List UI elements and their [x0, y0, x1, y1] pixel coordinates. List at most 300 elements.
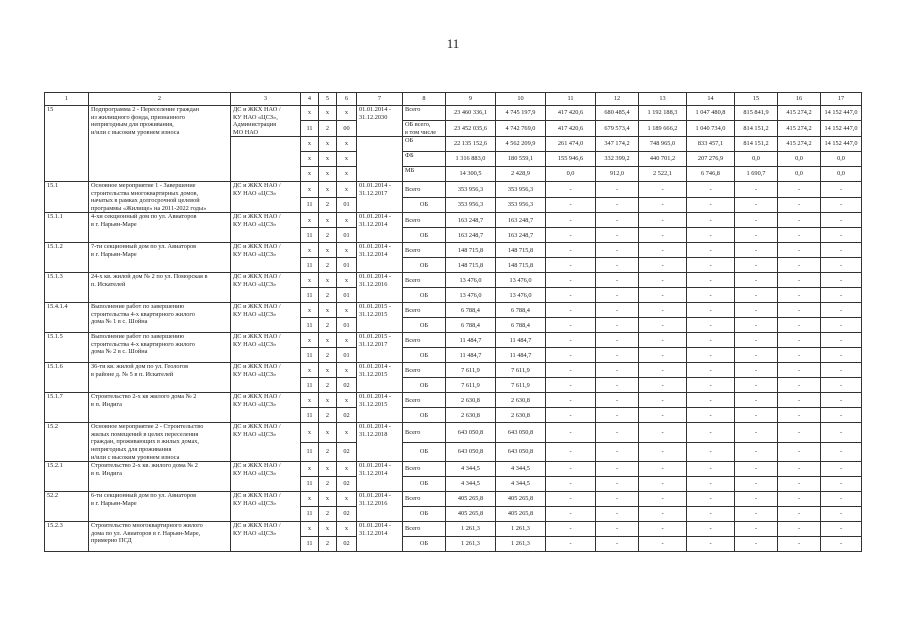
amount-cell: -: [596, 462, 639, 477]
amount-cell: -: [639, 363, 687, 378]
amount-cell: -: [596, 522, 639, 537]
amount-cell: -: [735, 273, 778, 288]
amount-cell: 7 611,9: [446, 363, 496, 378]
funding-source: ОБ: [403, 288, 446, 303]
amount-cell: 1 047 480,8: [687, 106, 735, 121]
amount-cell: -: [821, 348, 862, 363]
code-cell: 2: [319, 197, 337, 213]
amount-cell: -: [596, 303, 639, 318]
amount-cell: -: [639, 462, 687, 477]
amount-cell: 148 715,8: [496, 258, 546, 273]
funding-source: ОБ: [403, 507, 446, 522]
amount-cell: 643 050,8: [496, 423, 546, 442]
amount-cell: 163 248,7: [446, 213, 496, 228]
header-cell: 7: [357, 93, 403, 106]
header-cell: 2: [89, 93, 231, 106]
amount-cell: -: [546, 462, 596, 477]
amount-cell: -: [821, 423, 862, 442]
code-cell: 2: [319, 288, 337, 303]
amount-cell: -: [546, 522, 596, 537]
amount-cell: -: [687, 477, 735, 492]
code-cell: х: [337, 213, 357, 228]
amount-cell: 11 484,7: [496, 333, 546, 348]
code-cell: х: [301, 333, 319, 348]
item-name: 7-ти секционный дом по ул. Авиаторов в г. Нарьян-Маре: [89, 243, 231, 273]
funding-source: ОБ: [403, 258, 446, 273]
item-name: 24-х кв. жилой дом № 2 по ул. Поморская в п. Искателей: [89, 273, 231, 303]
amount-cell: 0,0: [821, 152, 862, 167]
amount-cell: 1 261,3: [446, 537, 496, 552]
amount-cell: -: [596, 442, 639, 461]
amount-cell: -: [639, 393, 687, 408]
amount-cell: -: [639, 228, 687, 243]
code-cell: 02: [337, 378, 357, 393]
item-id: 15.1: [45, 182, 89, 213]
amount-cell: -: [821, 442, 862, 461]
amount-cell: -: [596, 258, 639, 273]
amount-cell: -: [821, 258, 862, 273]
code-cell: х: [301, 492, 319, 507]
amount-cell: -: [687, 393, 735, 408]
amount-cell: -: [778, 258, 821, 273]
amount-cell: 353 956,3: [496, 182, 546, 198]
amount-cell: -: [821, 273, 862, 288]
amount-cell: -: [596, 197, 639, 213]
header-cell: 9: [446, 93, 496, 106]
code-cell: 11: [301, 442, 319, 461]
amount-cell: 4 344,5: [446, 477, 496, 492]
item-period: 01.01.2014 - 31.12.2016: [357, 273, 403, 303]
code-cell: 2: [319, 258, 337, 273]
amount-cell: -: [735, 348, 778, 363]
amount-cell: 11 484,7: [496, 348, 546, 363]
code-cell: х: [319, 522, 337, 537]
amount-cell: 405 265,8: [496, 507, 546, 522]
amount-cell: -: [639, 348, 687, 363]
amount-cell: 2 522,1: [639, 167, 687, 182]
item-period: 01.01.2014 - 31.12.2014: [357, 462, 403, 492]
code-cell: х: [301, 167, 319, 182]
code-cell: х: [337, 152, 357, 167]
header-cell: 3: [231, 93, 301, 106]
amount-cell: -: [546, 363, 596, 378]
code-cell: 02: [337, 408, 357, 423]
amount-cell: -: [687, 507, 735, 522]
amount-cell: -: [778, 462, 821, 477]
code-cell: х: [301, 213, 319, 228]
amount-cell: -: [639, 318, 687, 333]
header-cell: 4: [301, 93, 319, 106]
amount-cell: -: [639, 288, 687, 303]
code-cell: 11: [301, 408, 319, 423]
header-cell: 16: [778, 93, 821, 106]
item-executor: ДС и ЖКХ НАО / КУ НАО «ЦСЗ»: [231, 363, 301, 393]
item-executor: ДС и ЖКХ НАО / КУ НАО «ЦСЗ»: [231, 243, 301, 273]
amount-cell: 14 300,5: [446, 167, 496, 182]
code-cell: х: [319, 213, 337, 228]
amount-cell: -: [821, 363, 862, 378]
funding-source: ОБ: [403, 408, 446, 423]
amount-cell: 13 476,0: [496, 273, 546, 288]
amount-cell: 833 457,1: [687, 137, 735, 152]
item-id: 15.1.2: [45, 243, 89, 273]
code-cell: 11: [301, 258, 319, 273]
amount-cell: -: [821, 213, 862, 228]
amount-cell: -: [735, 477, 778, 492]
amount-cell: -: [687, 318, 735, 333]
table-row: [45, 273, 862, 288]
amount-cell: -: [546, 258, 596, 273]
amount-cell: 405 265,8: [446, 492, 496, 507]
amount-cell: -: [778, 507, 821, 522]
amount-cell: 11 484,7: [446, 333, 496, 348]
amount-cell: -: [735, 378, 778, 393]
amount-cell: -: [596, 228, 639, 243]
amount-cell: 0,0: [821, 167, 862, 182]
code-cell: х: [301, 182, 319, 198]
amount-cell: -: [778, 537, 821, 552]
item-period: 01.01.2015 - 31.12.2017: [357, 333, 403, 363]
amount-cell: -: [778, 522, 821, 537]
item-name: Основное мероприятие 1 - Завершение строительства многоквартирных домов, начатых в рамках долгосрочной целевой программы «Жилище» на 2011-2022 годы»: [89, 182, 231, 213]
funding-source: Всего: [403, 182, 446, 198]
amount-cell: -: [546, 243, 596, 258]
item-name: Выполнение работ по завершению строительства 4-х квартирного жилого дома № 2 в с. Шойна: [89, 333, 231, 363]
item-period: 01.01.2015 - 31.12.2015: [357, 303, 403, 333]
code-cell: х: [337, 522, 357, 537]
amount-cell: -: [687, 423, 735, 442]
amount-cell: 163 248,7: [496, 228, 546, 243]
amount-cell: -: [735, 462, 778, 477]
code-cell: х: [319, 182, 337, 198]
item-period: 01.01.2014 - 31.12.2015: [357, 363, 403, 393]
code-cell: 2: [319, 318, 337, 333]
table-row: [45, 182, 862, 198]
amount-cell: 1 316 883,0: [446, 152, 496, 167]
amount-cell: -: [821, 303, 862, 318]
header-cell: 1: [45, 93, 89, 106]
amount-cell: -: [778, 477, 821, 492]
header-cell: 15: [735, 93, 778, 106]
amount-cell: -: [546, 213, 596, 228]
code-cell: 02: [337, 507, 357, 522]
item-id: 15.2.1: [45, 462, 89, 492]
amount-cell: 261 474,0: [546, 137, 596, 152]
item-executor: ДС и ЖКХ НАО / КУ НАО «ЦСЗ»: [231, 423, 301, 462]
amount-cell: 7 611,9: [496, 378, 546, 393]
amount-cell: 7 611,9: [496, 363, 546, 378]
header-cell: 10: [496, 93, 546, 106]
amount-cell: -: [639, 182, 687, 198]
table-row: [45, 522, 862, 537]
funding-source: ОБ: [403, 442, 446, 461]
code-cell: 2: [319, 121, 337, 137]
amount-cell: 417 420,6: [546, 121, 596, 137]
amount-cell: 1 690,7: [735, 167, 778, 182]
amount-cell: 0,0: [778, 152, 821, 167]
code-cell: 01: [337, 258, 357, 273]
amount-cell: -: [778, 333, 821, 348]
amount-cell: 347 174,2: [596, 137, 639, 152]
amount-cell: -: [596, 363, 639, 378]
amount-cell: 23 460 336,1: [446, 106, 496, 121]
amount-cell: -: [639, 408, 687, 423]
header-cell: 13: [639, 93, 687, 106]
header-cell: 8: [403, 93, 446, 106]
code-cell: 2: [319, 537, 337, 552]
code-cell: х: [337, 273, 357, 288]
item-name: 4-хи секционный дом по ул. Авиаторов в г. Нарьян-Маре: [89, 213, 231, 243]
header-cell: 17: [821, 93, 862, 106]
item-id: 52.2: [45, 492, 89, 522]
code-cell: 02: [337, 537, 357, 552]
amount-cell: 6 788,4: [496, 318, 546, 333]
amount-cell: -: [639, 258, 687, 273]
amount-cell: 2 630,8: [446, 393, 496, 408]
funding-source: ОБ всего, в том числе: [403, 121, 446, 137]
amount-cell: -: [639, 522, 687, 537]
amount-cell: -: [687, 462, 735, 477]
amount-cell: 0,0: [546, 167, 596, 182]
amount-cell: 2 630,8: [446, 408, 496, 423]
funding-source: ОБ: [403, 318, 446, 333]
amount-cell: 4 344,5: [446, 462, 496, 477]
amount-cell: -: [735, 507, 778, 522]
item-id: 15.1.1: [45, 213, 89, 243]
amount-cell: 22 135 152,6: [446, 137, 496, 152]
amount-cell: 4 745 197,9: [496, 106, 546, 121]
amount-cell: -: [546, 228, 596, 243]
funding-source: Всего: [403, 303, 446, 318]
code-cell: 01: [337, 318, 357, 333]
code-cell: 2: [319, 228, 337, 243]
amount-cell: 1 261,3: [446, 522, 496, 537]
amount-cell: -: [778, 378, 821, 393]
item-name: 36-ти кв. жилой дом по ул. Геологов в районе д. № 5 в п. Искателей: [89, 363, 231, 393]
amount-cell: 415 274,2: [778, 121, 821, 137]
amount-cell: -: [639, 243, 687, 258]
funding-source: Всего: [403, 462, 446, 477]
item-name: Строительство многоквартирного жилого дома по ул. Авиаторов в г. Нарьян-Маре, примерно ПСД: [89, 522, 231, 552]
amount-cell: -: [546, 378, 596, 393]
table-row: [45, 423, 862, 442]
code-cell: х: [319, 333, 337, 348]
table-row: [45, 213, 862, 228]
code-cell: 00: [337, 121, 357, 137]
amount-cell: 1 261,3: [496, 537, 546, 552]
amount-cell: 1 192 188,3: [639, 106, 687, 121]
program-name: Подпрограмма 2 - Переселение граждан из жилищного фонда, признанного непригодным для проживания, и/или с высоким уровнем износа: [89, 106, 231, 182]
amount-cell: 155 946,6: [546, 152, 596, 167]
amount-cell: -: [596, 408, 639, 423]
amount-cell: -: [778, 348, 821, 363]
code-cell: х: [319, 492, 337, 507]
amount-cell: 4 344,5: [496, 462, 546, 477]
amount-cell: 13 476,0: [496, 288, 546, 303]
amount-cell: -: [821, 318, 862, 333]
funding-source: МБ: [403, 167, 446, 182]
amount-cell: -: [596, 288, 639, 303]
amount-cell: 332 399,2: [596, 152, 639, 167]
code-cell: 2: [319, 507, 337, 522]
amount-cell: -: [546, 273, 596, 288]
amount-cell: 814 151,2: [735, 137, 778, 152]
amount-cell: -: [596, 507, 639, 522]
amount-cell: 405 265,8: [446, 507, 496, 522]
amount-cell: -: [687, 408, 735, 423]
code-cell: х: [337, 137, 357, 152]
amount-cell: 6 788,4: [446, 318, 496, 333]
funding-source: Всего: [403, 423, 446, 442]
amount-cell: 353 956,3: [446, 182, 496, 198]
amount-cell: -: [546, 423, 596, 442]
item-id: 15.1.6: [45, 363, 89, 393]
code-cell: х: [337, 106, 357, 121]
code-cell: 2: [319, 408, 337, 423]
amount-cell: 14 152 447,0: [821, 106, 862, 121]
funding-source: ОБ: [403, 137, 446, 152]
amount-cell: -: [546, 477, 596, 492]
amount-cell: 0,0: [778, 167, 821, 182]
amount-cell: -: [735, 363, 778, 378]
code-cell: 11: [301, 318, 319, 333]
header-cell: 14: [687, 93, 735, 106]
table-row: [45, 363, 862, 378]
funding-source: Всего: [403, 243, 446, 258]
amount-cell: -: [778, 423, 821, 442]
amount-cell: -: [546, 197, 596, 213]
code-cell: х: [301, 303, 319, 318]
amount-cell: 679 573,4: [596, 121, 639, 137]
amount-cell: -: [778, 197, 821, 213]
amount-cell: -: [778, 492, 821, 507]
funding-source: Всего: [403, 393, 446, 408]
amount-cell: -: [639, 333, 687, 348]
header-cell: 11: [546, 93, 596, 106]
amount-cell: -: [735, 333, 778, 348]
item-id: 15.1.3: [45, 273, 89, 303]
code-cell: 02: [337, 477, 357, 492]
code-cell: х: [337, 243, 357, 258]
amount-cell: -: [735, 182, 778, 198]
amount-cell: -: [687, 243, 735, 258]
program-id: 15: [45, 106, 89, 182]
code-cell: х: [319, 167, 337, 182]
code-cell: х: [319, 273, 337, 288]
amount-cell: -: [596, 378, 639, 393]
code-cell: 01: [337, 197, 357, 213]
code-cell: 2: [319, 378, 337, 393]
amount-cell: -: [596, 182, 639, 198]
amount-cell: -: [778, 213, 821, 228]
amount-cell: -: [821, 333, 862, 348]
funding-source: ОБ: [403, 378, 446, 393]
amount-cell: -: [821, 288, 862, 303]
amount-cell: 417 420,6: [546, 106, 596, 121]
amount-cell: 415 274,2: [778, 106, 821, 121]
amount-cell: -: [821, 393, 862, 408]
amount-cell: 7 611,9: [446, 378, 496, 393]
amount-cell: 13 476,0: [446, 273, 496, 288]
amount-cell: 405 265,8: [496, 492, 546, 507]
code-cell: х: [337, 423, 357, 442]
code-cell: х: [337, 393, 357, 408]
amount-cell: -: [821, 537, 862, 552]
code-cell: 2: [319, 442, 337, 461]
amount-cell: -: [596, 243, 639, 258]
amount-cell: -: [821, 507, 862, 522]
amount-cell: -: [639, 423, 687, 442]
amount-cell: -: [639, 213, 687, 228]
amount-cell: -: [735, 228, 778, 243]
amount-cell: 2 630,8: [496, 393, 546, 408]
table-row: [45, 393, 862, 408]
code-cell: 11: [301, 121, 319, 137]
item-executor: ДС и ЖКХ НАО / КУ НАО «ЦСЗ»: [231, 492, 301, 522]
code-cell: 11: [301, 197, 319, 213]
code-cell: х: [301, 462, 319, 477]
item-period: 01.01.2014 - 31.12.2014: [357, 522, 403, 552]
code-cell: х: [337, 492, 357, 507]
amount-cell: -: [687, 213, 735, 228]
amount-cell: -: [735, 492, 778, 507]
empty-cell: [231, 137, 301, 182]
amount-cell: -: [735, 197, 778, 213]
item-id: 15.2.3: [45, 522, 89, 552]
item-executor: ДС и ЖКХ НАО / КУ НАО «ЦСЗ»: [231, 333, 301, 363]
amount-cell: -: [546, 507, 596, 522]
amount-cell: 163 248,7: [446, 228, 496, 243]
code-cell: х: [319, 462, 337, 477]
amount-cell: -: [735, 288, 778, 303]
item-id: 15.1.5: [45, 333, 89, 363]
code-cell: х: [337, 462, 357, 477]
code-cell: 11: [301, 537, 319, 552]
amount-cell: -: [735, 243, 778, 258]
amount-cell: -: [735, 318, 778, 333]
code-cell: 02: [337, 442, 357, 461]
item-period: 01.01.2014 - 31.12.2014: [357, 213, 403, 243]
code-cell: х: [337, 363, 357, 378]
item-period: 01.01.2014 - 31.12.2017: [357, 182, 403, 213]
code-cell: х: [319, 423, 337, 442]
amount-cell: -: [596, 477, 639, 492]
amount-cell: -: [821, 408, 862, 423]
empty-cell: [357, 137, 403, 182]
amount-cell: 180 559,1: [496, 152, 546, 167]
amount-cell: 415 274,2: [778, 137, 821, 152]
amount-cell: -: [735, 258, 778, 273]
amount-cell: -: [821, 228, 862, 243]
amount-cell: -: [687, 182, 735, 198]
amount-cell: 13 476,0: [446, 288, 496, 303]
amount-cell: -: [596, 423, 639, 442]
amount-cell: -: [546, 393, 596, 408]
amount-cell: -: [735, 303, 778, 318]
amount-cell: 353 956,3: [496, 197, 546, 213]
amount-cell: -: [596, 393, 639, 408]
amount-cell: -: [821, 378, 862, 393]
header-cell: 5: [319, 93, 337, 106]
amount-cell: 4 562 209,9: [496, 137, 546, 152]
amount-cell: -: [639, 537, 687, 552]
amount-cell: -: [596, 318, 639, 333]
amount-cell: 912,0: [596, 167, 639, 182]
amount-cell: -: [778, 182, 821, 198]
amount-cell: -: [821, 197, 862, 213]
amount-cell: -: [596, 348, 639, 363]
funding-source: Всего: [403, 522, 446, 537]
